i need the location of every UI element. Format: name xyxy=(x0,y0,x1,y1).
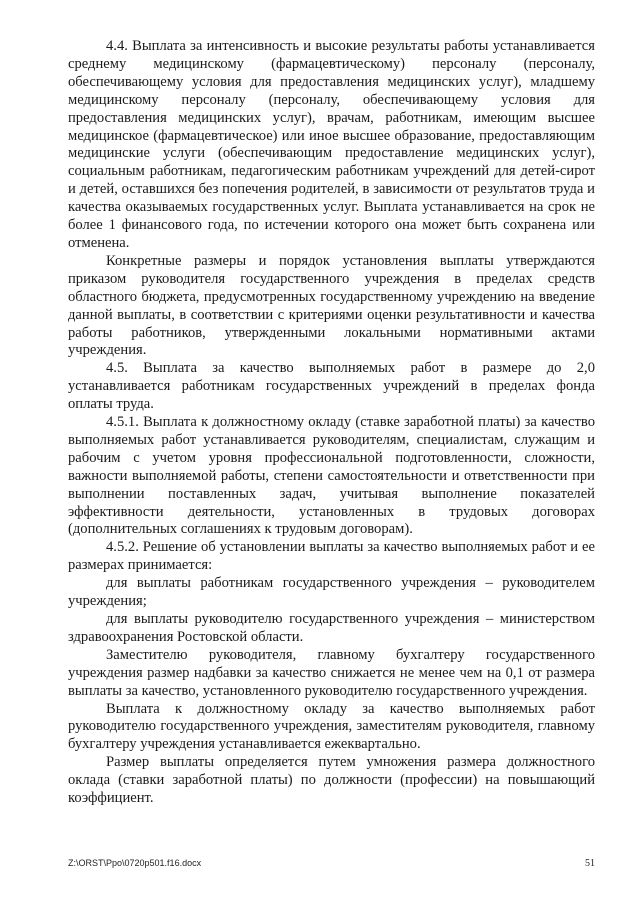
paragraph-4-5: 4.5. Выплата за качество выполняемых работ в размере до 2,0 устанавливается работникам государственных учреждений в пределах фонда оплаты труда. xyxy=(68,360,595,413)
page-number: 51 xyxy=(585,858,595,869)
paragraph-quarterly: Выплата к должностному окладу за качество выполняемых работ руководителю государственного учреждения, заместителям руководителя, главному бухгалтеру учреждения устанавливается ежеквартально. xyxy=(68,700,595,753)
paragraph-employees-decision: для выплаты работникам государственного учреждения – руководителем учреждения; xyxy=(68,575,595,610)
paragraph-4-5-1: 4.5.1. Выплата к должностному окладу (ставке заработной платы) за качество выполняемых работ устанавливается руководителям, специалистам, служащим и рабочим с учетом уровня профессиональной подготовленности, сложности, важности выполняемой работы, степени самостоятельности и ответственности при выполнении поставленных задач, учитывая выполнение показателей эффективности деятельности, установленных в трудовых договорах (дополнительных соглашениях к трудовым договорам). xyxy=(68,414,595,538)
paragraph-4-4: 4.4. Выплата за интенсивность и высокие результаты работы устанавливается среднему медицинскому (фармацевтическому) персоналу (персоналу, обеспечивающему условия для предоставления медицинских услуг), младшему медицинскому персоналу (персоналу, обеспечивающему условия для предоставления медицинских услуг), врачам, работникам, имеющим высшее медицинское (фармацевтическое) или иное высшее образование, предоставляющим медицинские услуги (обеспечивающим предоставление медицинских услуг), социальным работникам, педагогическим работникам учреждений для детей-сирот и детей, оставшихся без попечения родителей, в зависимости от результатов труда и качества оказываемых государственных услуг. Выплата устанавливается на срок не более 1 финансового года, по истечении которого она может быть сохранена или отменена. xyxy=(68,38,595,251)
paragraph-head-decision: для выплаты руководителю государственного учреждения – министерством здравоохранения Ростовской области. xyxy=(68,611,595,645)
paragraph-4-5-2: 4.5.2. Решение об установлении выплаты за качество выполняемых работ и ее размерах принимается: xyxy=(68,539,595,574)
paragraph-deputy-reduction: Заместителю руководителя, главному бухгалтеру государственного учреждения размер надбавки за качество снижается не менее чем на 0,1 от размера выплаты за качество, установленного руководителю государственного учреждения. xyxy=(68,646,595,699)
paragraph-specific-sizes: Конкретные размеры и порядок установления выплаты утверждаются приказом руководителя государственного учреждения в пределах средств областного бюджета, предусмотренных государственному учреждению на введение данной выплаты, в соответствии с критериями оценки результативности и качества работы работников, утвержденными локальными нормативными актами учреждения. xyxy=(68,252,595,359)
document-body xyxy=(68,38,595,808)
paragraph-calculation: Размер выплаты определяется путем умножения размера должностного оклада (ставки заработной платы) по должности (профессии) на повышающий коэффициент. xyxy=(68,754,595,807)
file-path: Z:\ORST\Ppo\0720p501.f16.docx xyxy=(68,858,202,868)
